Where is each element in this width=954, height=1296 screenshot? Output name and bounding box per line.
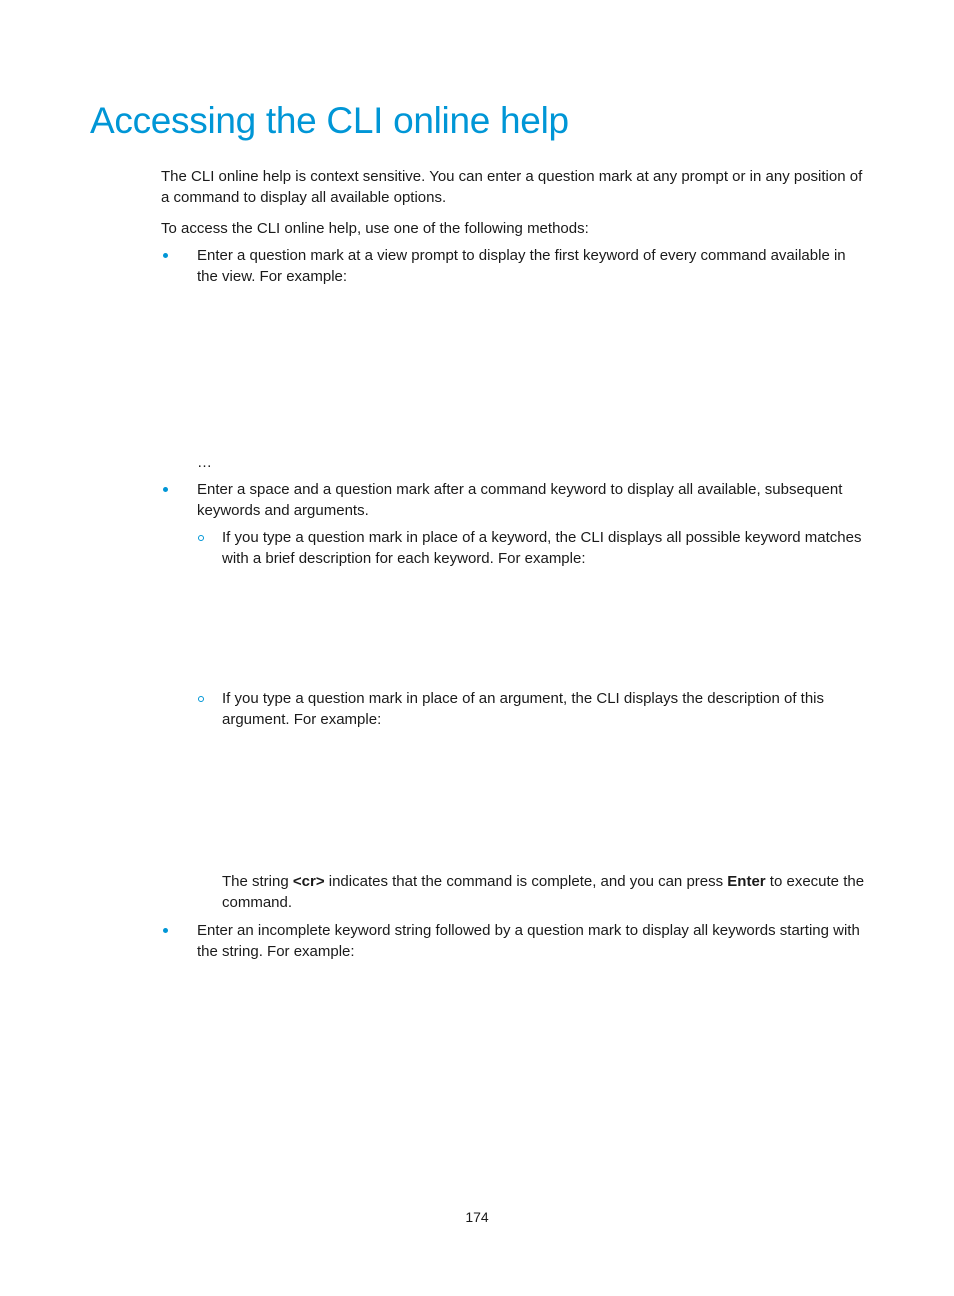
bullet-icon (163, 487, 168, 492)
page-number: 174 (465, 1209, 489, 1225)
bullet-item-1: Enter a question mark at a view prompt to display the first keyword of every command available in the view. For example: (197, 247, 846, 285)
bullet-icon (163, 928, 168, 933)
sub-item-2: If you type a question mark in place of an argument, the CLI displays the description of this argument. For example: (222, 690, 824, 728)
intro-paragraph: The CLI online help is context sensitive. You can enter a question mark at any prompt or in any position of a command to display all available options. (161, 168, 863, 206)
bullet-icon (163, 253, 168, 258)
sub-bullet-circle-icon (198, 696, 204, 702)
sub-item-1: If you type a question mark in place of a keyword, the CLI displays all possible keyword matches with a brief description for each keyword. For example: (222, 529, 862, 567)
cr-note-text: The string (222, 873, 293, 890)
enter-keyword: Enter (727, 873, 766, 890)
bullet-item-3: Enter an incomplete keyword string followed by a question mark to display all keywords starting with the string. For example: (197, 922, 860, 960)
bullet-item-2: Enter a space and a question mark after a command keyword to display all available, subsequent keywords and arguments. (197, 481, 843, 519)
cr-keyword: <cr> (292, 873, 325, 890)
cr-note-text: indicates that the command is complete, and you can press (324, 873, 728, 890)
methods-intro: To access the CLI online help, use one of the following methods: (161, 220, 589, 237)
sub-bullet-circle-icon (198, 535, 204, 541)
page-title: Accessing the CLI online help (90, 100, 569, 141)
cr-note (222, 871, 867, 913)
cr-note-text: to execute the command. (222, 873, 865, 911)
ellipsis: … (197, 454, 212, 471)
